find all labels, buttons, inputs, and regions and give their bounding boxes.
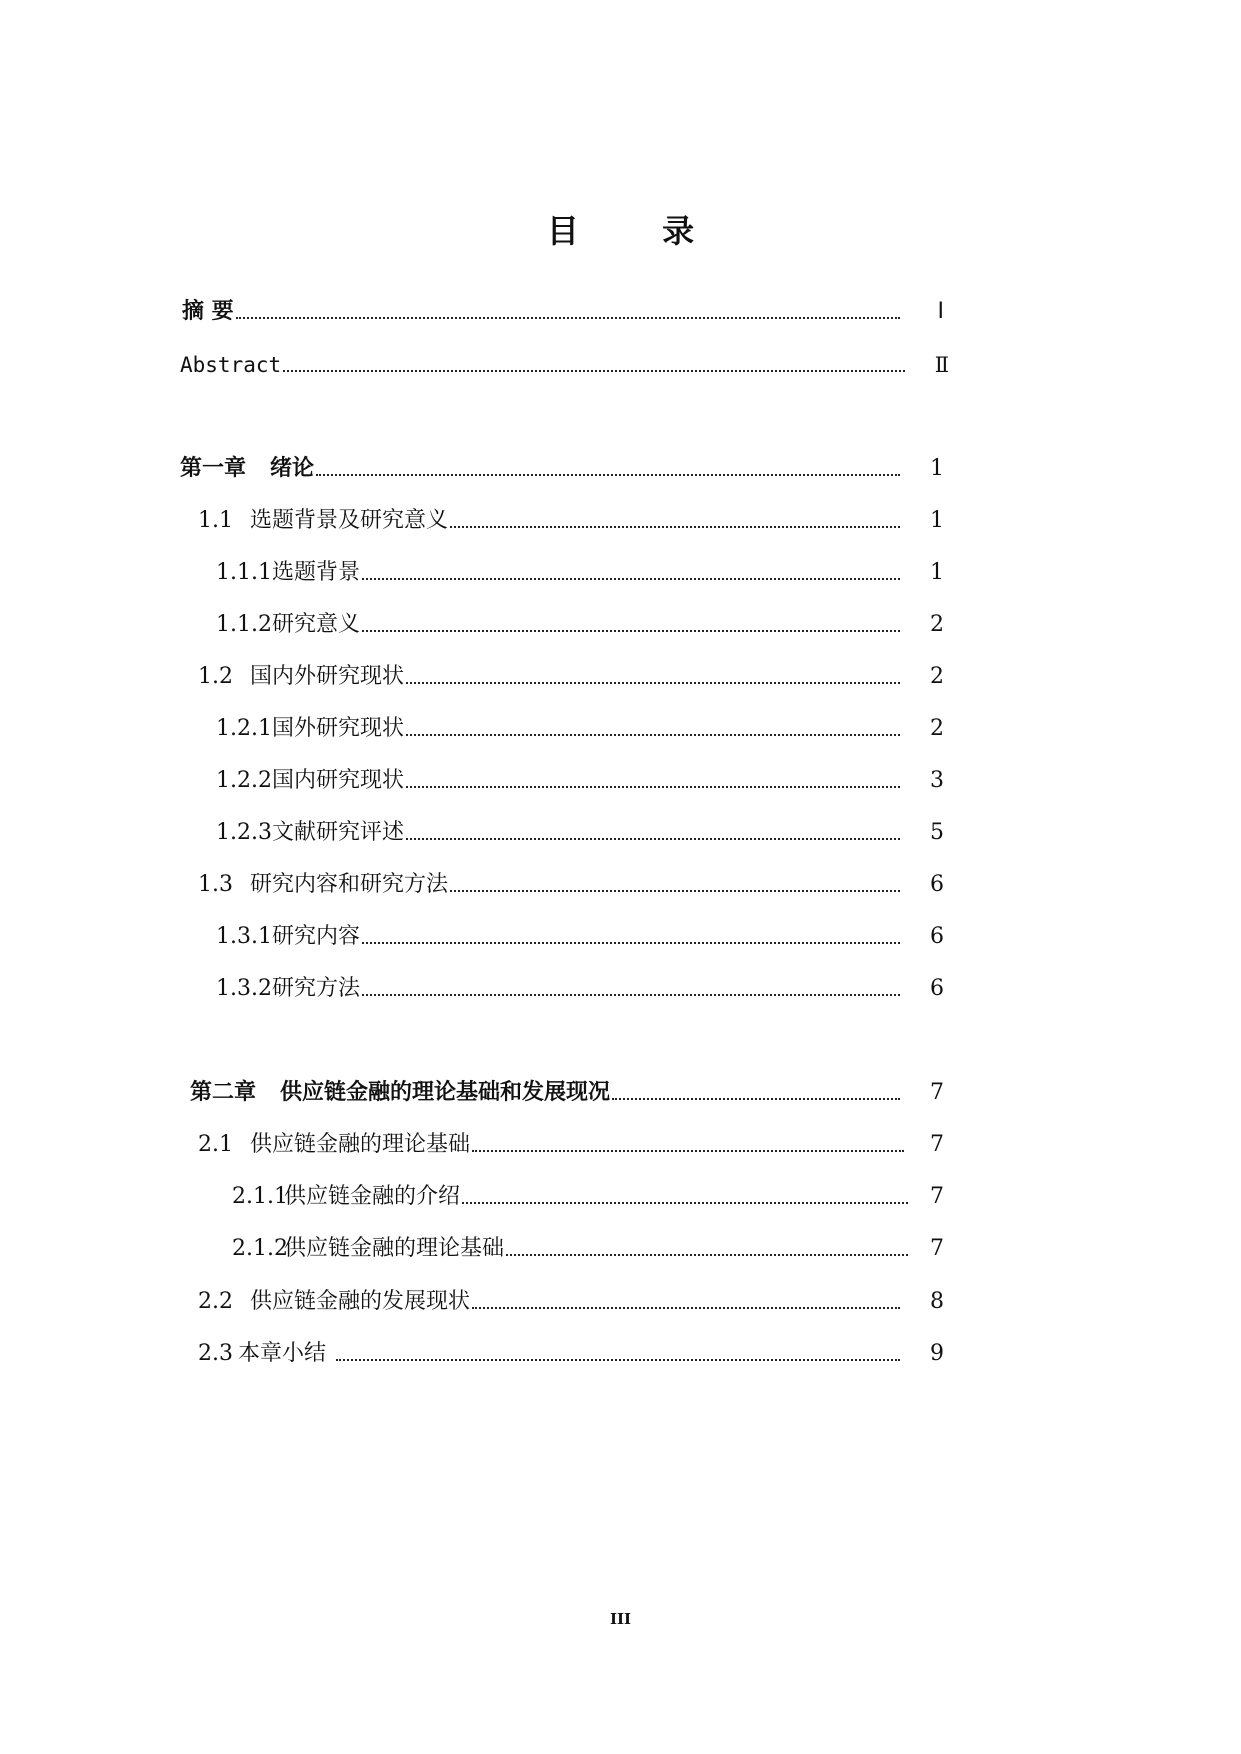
dot-leader: [472, 1306, 900, 1309]
toc-entry-label: 摘 要: [182, 299, 234, 324]
toc-entry-page: 3: [930, 768, 944, 793]
toc-entry-2-2[interactable]: [198, 1287, 944, 1317]
toc-entry-label: 研究方法: [272, 976, 361, 1001]
page-title: 目 录: [546, 212, 731, 250]
toc-entry-label: 供应链金融的介绍: [284, 1184, 461, 1209]
toc-entry-chapter-2[interactable]: [190, 1078, 944, 1108]
dot-leader: [406, 837, 900, 840]
toc-entry-2-1[interactable]: [198, 1130, 944, 1160]
toc-entry-2-1-1[interactable]: [232, 1182, 944, 1212]
toc-entry-page: 7: [930, 1236, 944, 1261]
dot-leader: [406, 681, 900, 684]
toc-entry-label: 供应链金融的理论基础: [250, 1132, 471, 1157]
toc-entry-number: 第二章: [190, 1080, 257, 1105]
dot-leader: [362, 993, 900, 996]
toc-entry-page: 7: [930, 1184, 944, 1209]
toc-entry-label: 研究内容: [272, 924, 361, 949]
toc-entry-page: 9: [930, 1341, 944, 1366]
toc-entry-1-2-3[interactable]: [216, 818, 944, 848]
toc-entry-label: 供应链金融的发展现状: [250, 1289, 471, 1314]
dot-leader: [450, 889, 900, 892]
toc-entry-1-3-2[interactable]: [216, 974, 944, 1004]
dot-leader: [506, 1253, 908, 1256]
dot-leader: [362, 629, 900, 632]
toc-entry-label: 供应链金融的理论基础和发展现况: [280, 1080, 611, 1105]
dot-leader: [612, 1097, 900, 1100]
toc-entry-2-3[interactable]: [198, 1339, 944, 1369]
toc-entry-1-3-1[interactable]: [216, 922, 944, 952]
toc-entry-1-2-2[interactable]: [216, 766, 944, 796]
toc-entry-page: 2: [930, 664, 944, 689]
toc-entry-label: 选题背景及研究意义: [250, 508, 449, 533]
toc-entry-page: 1: [930, 560, 944, 585]
dot-leader: [450, 525, 900, 528]
dot-leader: [406, 785, 900, 788]
toc-entry-page: 2: [930, 612, 944, 637]
dot-leader: [316, 473, 900, 476]
toc-entry-label: 国外研究现状: [272, 716, 405, 741]
page-number-footer: III: [609, 1610, 632, 1628]
toc-entry-1-2-1[interactable]: [216, 714, 944, 744]
toc-entry-1-1-1[interactable]: [216, 558, 944, 588]
toc-entry-page: Ⅰ: [937, 299, 944, 324]
toc-entry-page: 2: [930, 716, 944, 741]
toc-entry-number: 1.2.1: [216, 716, 272, 741]
toc-entry-label: Abstract: [180, 353, 282, 377]
toc-entry-label: 研究意义: [272, 612, 361, 637]
toc-entry-chapter-1[interactable]: [180, 454, 944, 484]
toc-entry-label: 本章小结: [238, 1341, 327, 1366]
toc-entry-page: 1: [930, 508, 944, 533]
toc-entry-label: 研究内容和研究方法: [250, 872, 449, 897]
toc-entry-abstract-cn[interactable]: [182, 297, 944, 327]
toc-entry-label: 绪论: [270, 456, 315, 481]
toc-entry-number: 1.3.2: [216, 976, 272, 1001]
toc-entry-number: 1.2.2: [216, 768, 272, 793]
dot-leader: [236, 316, 900, 319]
toc-entry-number: 2.1.2: [232, 1236, 288, 1261]
toc-entry-number: 2.1.1: [232, 1184, 288, 1209]
dot-leader: [472, 1149, 904, 1152]
toc-entry-page: 6: [930, 976, 944, 1001]
toc-entry-number: 1.2.3: [216, 820, 272, 845]
toc-entry-1-1[interactable]: [198, 506, 944, 536]
toc-entry-number: 1.1: [198, 508, 233, 533]
toc-entry-number: 2.1: [198, 1132, 233, 1157]
toc-entry-1-1-2[interactable]: [216, 610, 944, 640]
dot-leader: [336, 1358, 900, 1361]
toc-entry-label: 文献研究评述: [272, 820, 405, 845]
toc-entry-page: 7: [930, 1080, 944, 1105]
toc-entry-page: 5: [930, 820, 944, 845]
toc-entry-2-1-2[interactable]: [232, 1234, 944, 1264]
dot-leader: [462, 1201, 908, 1204]
dot-leader: [362, 941, 900, 944]
toc-entry-page: Ⅱ: [934, 353, 949, 377]
dot-leader: [362, 577, 900, 580]
toc-entry-number: 2.2: [198, 1289, 233, 1314]
toc-entry-number: 第一章: [180, 456, 247, 481]
toc-entry-number: 2.3: [198, 1341, 233, 1366]
toc-entry-page: 6: [930, 924, 944, 949]
toc-entry-page: 7: [930, 1132, 944, 1157]
toc-entry-label: 供应链金融的理论基础: [284, 1236, 505, 1261]
toc-entry-number: 1.3.1: [216, 924, 272, 949]
toc-entry-label: 选题背景: [272, 560, 361, 585]
toc-entry-number: 1.1.1: [216, 560, 272, 585]
dot-leader: [283, 369, 905, 372]
toc-entry-abstract-en[interactable]: [180, 350, 949, 380]
toc-entry-label: 国内外研究现状: [250, 664, 405, 689]
toc-entry-page: 8: [930, 1289, 944, 1314]
toc-entry-number: 1.2: [198, 664, 233, 689]
toc-entry-page: 1: [930, 456, 944, 481]
dot-leader: [406, 733, 900, 736]
toc-entry-1-3[interactable]: [198, 870, 944, 900]
toc-entry-number: 1.1.2: [216, 612, 272, 637]
toc-entry-number: 1.3: [198, 872, 233, 897]
toc-entry-1-2[interactable]: [198, 662, 944, 692]
toc-entry-label: 国内研究现状: [272, 768, 405, 793]
toc-entry-page: 6: [930, 872, 944, 897]
